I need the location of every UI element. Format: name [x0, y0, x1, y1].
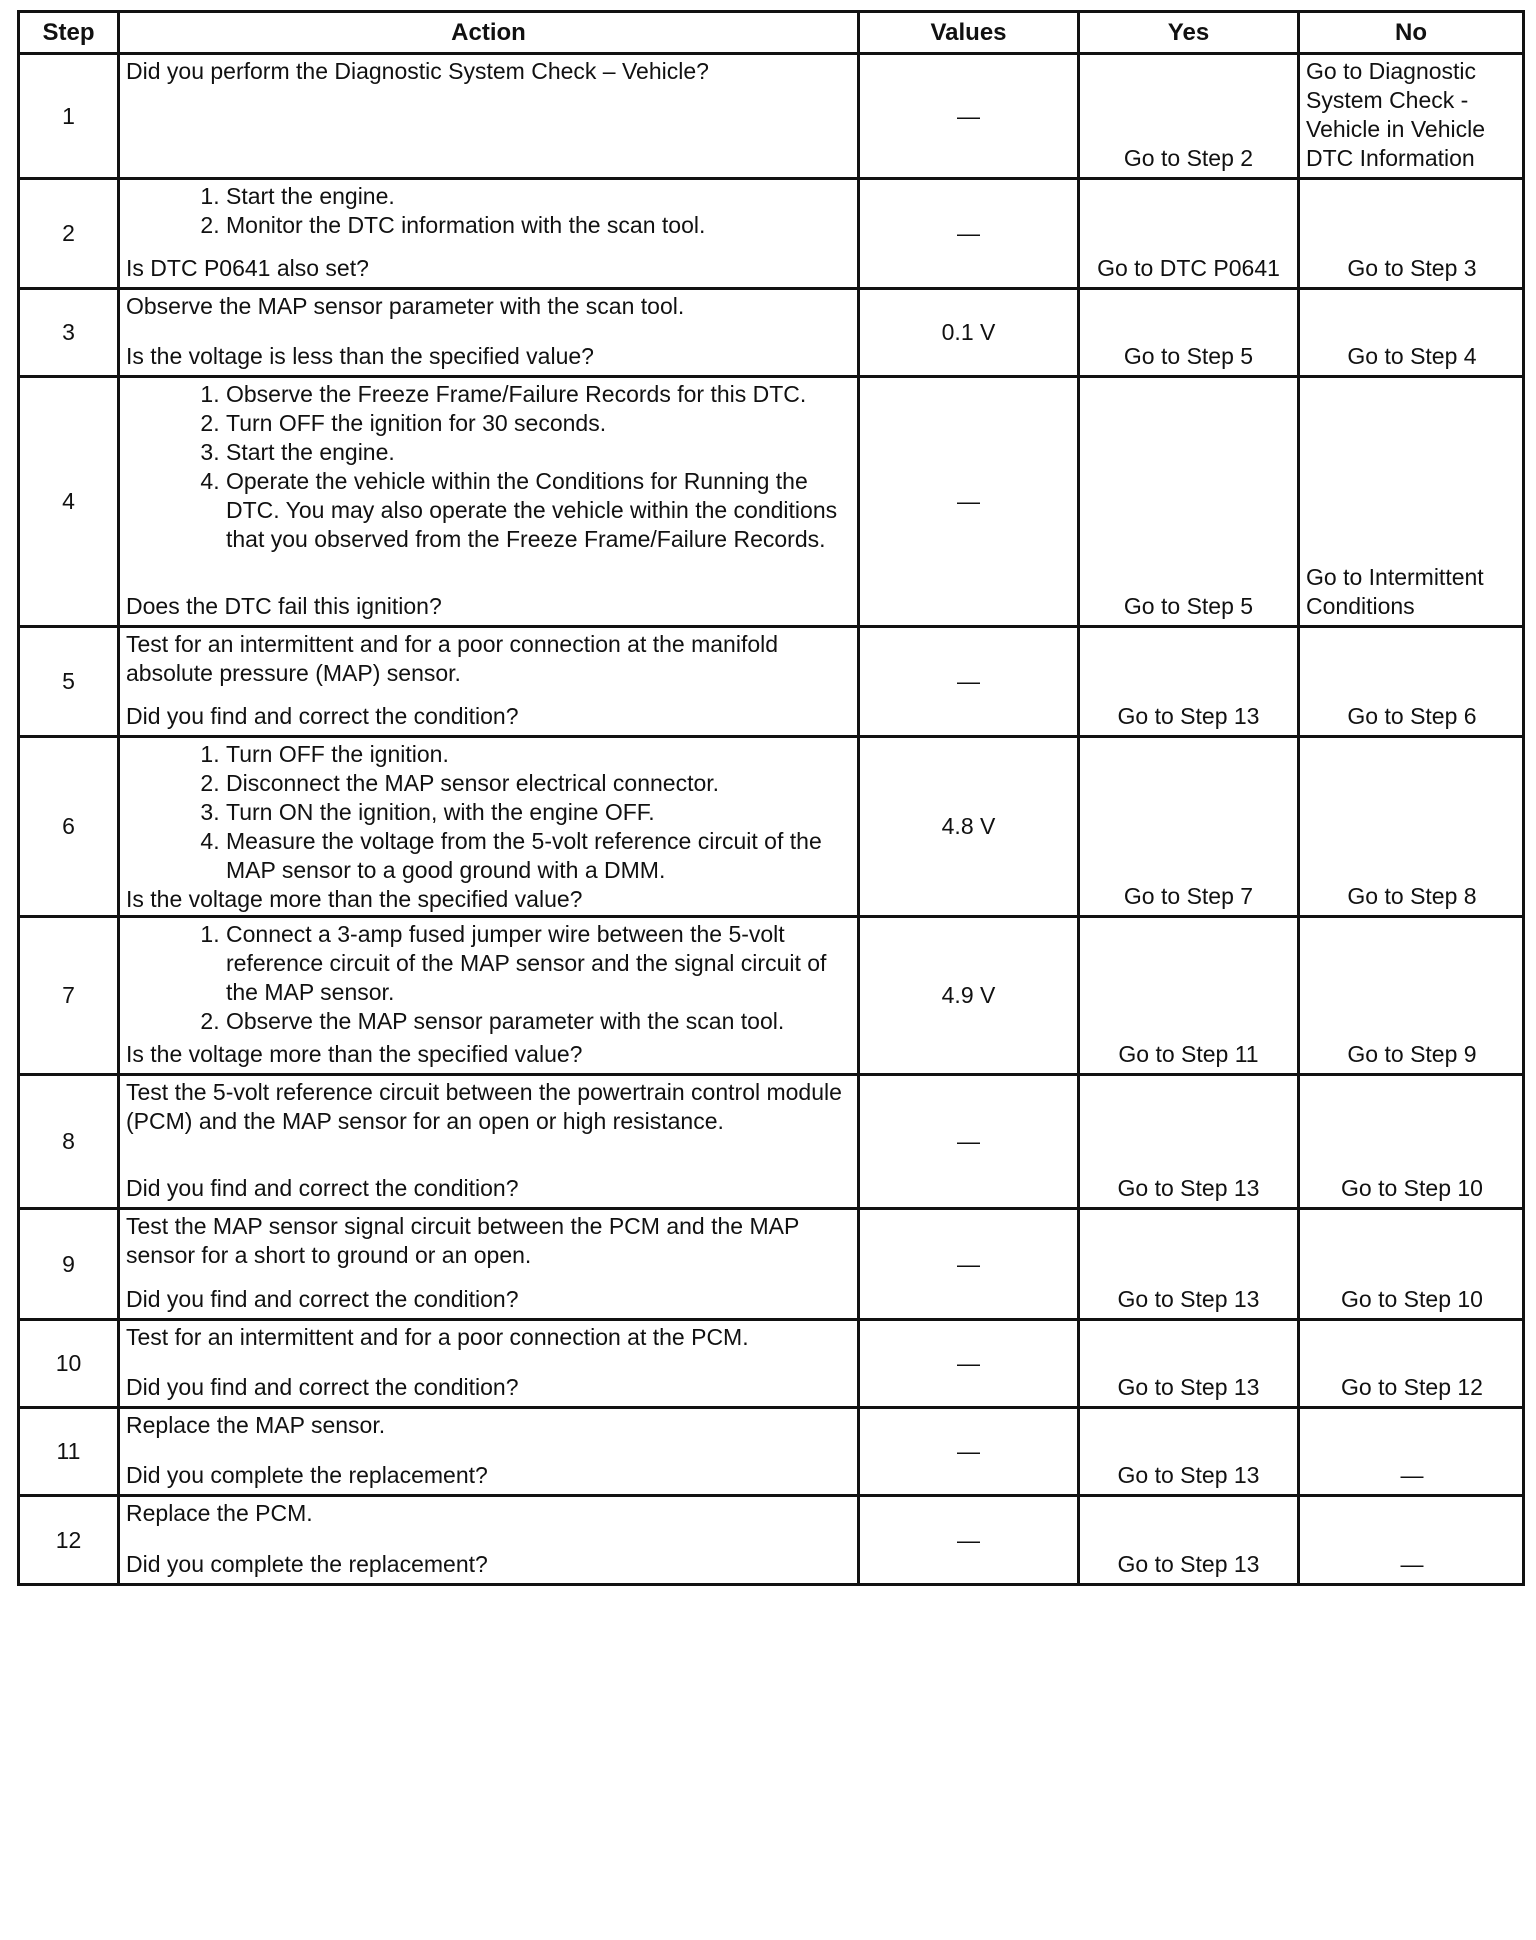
action-text: Replace the PCM. [126, 1500, 313, 1526]
diagnostic-table [17, 10, 1525, 1586]
action-cell [119, 1496, 859, 1585]
step-number: 9 [19, 1209, 119, 1320]
action-text: Test for an intermittent and for a poor connection at the manifold absolute pressure (MAP) sensor. [126, 631, 779, 686]
yes-cell: Go to Step 5 [1079, 289, 1299, 377]
action-text: Test the MAP sensor signal circuit between the PCM and the MAP sensor for a short to ground or an open. [126, 1213, 799, 1268]
value-cell: — [859, 1496, 1079, 1585]
header-no: No [1299, 12, 1524, 54]
value-cell: — [859, 1075, 1079, 1209]
action-step-item: 3. Start the engine. [226, 438, 853, 467]
no-cell: Go to Step 10 [1299, 1075, 1524, 1209]
step-number: 6 [19, 737, 119, 917]
yes-cell: Go to Step 11 [1079, 917, 1299, 1075]
value-cell: 4.9 V [859, 917, 1079, 1075]
action-text: Replace the MAP sensor. [126, 1412, 386, 1438]
action-cell [119, 1408, 859, 1496]
action-cell [119, 1320, 859, 1408]
step-number: 11 [19, 1408, 119, 1496]
action-cell [119, 1209, 859, 1320]
action-cell [119, 54, 859, 179]
yes-cell: Go to Step 13 [1079, 1320, 1299, 1408]
yes-cell: Go to Step 13 [1079, 1209, 1299, 1320]
action-step-item: 4. Operate the vehicle within the Conditions for Running the DTC. You may also operate the vehicle within the conditions that you observed from the Freeze Frame/Failure Records. [226, 467, 853, 554]
action-cell [119, 377, 859, 627]
table-row [19, 179, 1524, 289]
table-row [19, 737, 1524, 917]
yes-cell: Go to Step 13 [1079, 1408, 1299, 1496]
no-cell: Go to Step 9 [1299, 917, 1524, 1075]
table-row [19, 289, 1524, 377]
no-cell: Go to Step 12 [1299, 1320, 1524, 1408]
table-row [19, 1075, 1524, 1209]
table-row [19, 1408, 1524, 1496]
yes-cell: Go to Step 5 [1079, 377, 1299, 627]
no-cell: Go to Diagnostic System Check - Vehicle in Vehicle DTC Information [1299, 54, 1524, 179]
value-cell: — [859, 1320, 1079, 1408]
header-values: Values [859, 12, 1079, 54]
header-yes: Yes [1079, 12, 1299, 54]
no-cell: Go to Step 8 [1299, 737, 1524, 917]
action-question: Is the voltage more than the specified value? [126, 886, 583, 912]
value-cell: — [859, 1408, 1079, 1496]
table-row [19, 917, 1524, 1075]
yes-cell: Go to DTC P0641 [1079, 179, 1299, 289]
action-question: Did you complete the replacement? [126, 1462, 488, 1488]
step-number: 1 [19, 54, 119, 179]
action-cell [119, 289, 859, 377]
no-cell: Go to Step 4 [1299, 289, 1524, 377]
action-cell [119, 917, 859, 1075]
action-question: Did you find and correct the condition? [126, 703, 519, 729]
header-action: Action [119, 12, 859, 54]
action-step-item: 1. Connect a 3-amp fused jumper wire between the 5-volt reference circuit of the MAP sensor and the signal circuit of the MAP sensor. [226, 920, 853, 1007]
no-cell: Go to Step 6 [1299, 627, 1524, 737]
action-text: Test for an intermittent and for a poor connection at the PCM. [126, 1324, 749, 1350]
action-question: Does the DTC fail this ignition? [126, 593, 442, 619]
table-row [19, 1209, 1524, 1320]
action-question: Did you find and correct the condition? [126, 1286, 519, 1312]
action-step-item: 4. Measure the voltage from the 5-volt reference circuit of the MAP sensor to a good ground with a DMM. [226, 827, 853, 885]
yes-cell: Go to Step 2 [1079, 54, 1299, 179]
no-cell: — [1299, 1496, 1524, 1585]
action-step-item: 2. Monitor the DTC information with the scan tool. [226, 211, 853, 240]
yes-cell: Go to Step 13 [1079, 1075, 1299, 1209]
step-number: 5 [19, 627, 119, 737]
value-cell: — [859, 1209, 1079, 1320]
step-number: 7 [19, 917, 119, 1075]
no-cell: Go to Step 10 [1299, 1209, 1524, 1320]
action-cell [119, 627, 859, 737]
action-step-list [126, 182, 853, 240]
action-step-item: 2. Observe the MAP sensor parameter with the scan tool. [226, 1007, 853, 1036]
action-step-item: 1. Observe the Freeze Frame/Failure Records for this DTC. [226, 380, 853, 409]
value-cell: — [859, 179, 1079, 289]
table-row [19, 54, 1524, 179]
action-step-item: 1. Turn OFF the ignition. [226, 740, 853, 769]
table-body [19, 54, 1524, 1585]
value-cell: — [859, 627, 1079, 737]
step-number: 3 [19, 289, 119, 377]
table-row [19, 627, 1524, 737]
action-text: Observe the MAP sensor parameter with the scan tool. [126, 293, 685, 319]
no-cell: Go to Intermittent Conditions [1299, 377, 1524, 627]
action-step-item: 2. Turn OFF the ignition for 30 seconds. [226, 409, 853, 438]
table-row [19, 1320, 1524, 1408]
no-cell: Go to Step 3 [1299, 179, 1524, 289]
value-cell: 0.1 V [859, 289, 1079, 377]
yes-cell: Go to Step 7 [1079, 737, 1299, 917]
action-question: Is the voltage is less than the specified value? [126, 343, 594, 369]
value-cell: — [859, 377, 1079, 627]
step-number: 10 [19, 1320, 119, 1408]
yes-cell: Go to Step 13 [1079, 1496, 1299, 1585]
step-number: 8 [19, 1075, 119, 1209]
action-step-item: 3. Turn ON the ignition, with the engine OFF. [226, 798, 853, 827]
action-step-list [126, 380, 853, 554]
table-row [19, 377, 1524, 627]
action-step-list [126, 740, 853, 885]
action-step-item: 1. Start the engine. [226, 182, 853, 211]
no-cell: — [1299, 1408, 1524, 1496]
step-number: 2 [19, 179, 119, 289]
action-cell [119, 179, 859, 289]
action-text: Did you perform the Diagnostic System Check – Vehicle? [126, 58, 709, 84]
yes-cell: Go to Step 13 [1079, 627, 1299, 737]
action-cell [119, 737, 859, 917]
step-number: 4 [19, 377, 119, 627]
step-number: 12 [19, 1496, 119, 1585]
value-cell: 4.8 V [859, 737, 1079, 917]
action-text: Test the 5-volt reference circuit between the powertrain control module (PCM) and the MAP sensor for an open or high resistance. [126, 1079, 842, 1134]
action-question: Is DTC P0641 also set? [126, 255, 369, 281]
action-question: Did you find and correct the condition? [126, 1175, 519, 1201]
action-step-item: 2. Disconnect the MAP sensor electrical connector. [226, 769, 853, 798]
value-cell: — [859, 54, 1079, 179]
action-question: Did you find and correct the condition? [126, 1374, 519, 1400]
action-question: Is the voltage more than the specified value? [126, 1041, 583, 1067]
table-row [19, 1496, 1524, 1585]
action-cell [119, 1075, 859, 1209]
action-question: Did you complete the replacement? [126, 1551, 488, 1577]
header-row [19, 12, 1524, 54]
header-step: Step [19, 12, 119, 54]
action-step-list [126, 920, 853, 1036]
